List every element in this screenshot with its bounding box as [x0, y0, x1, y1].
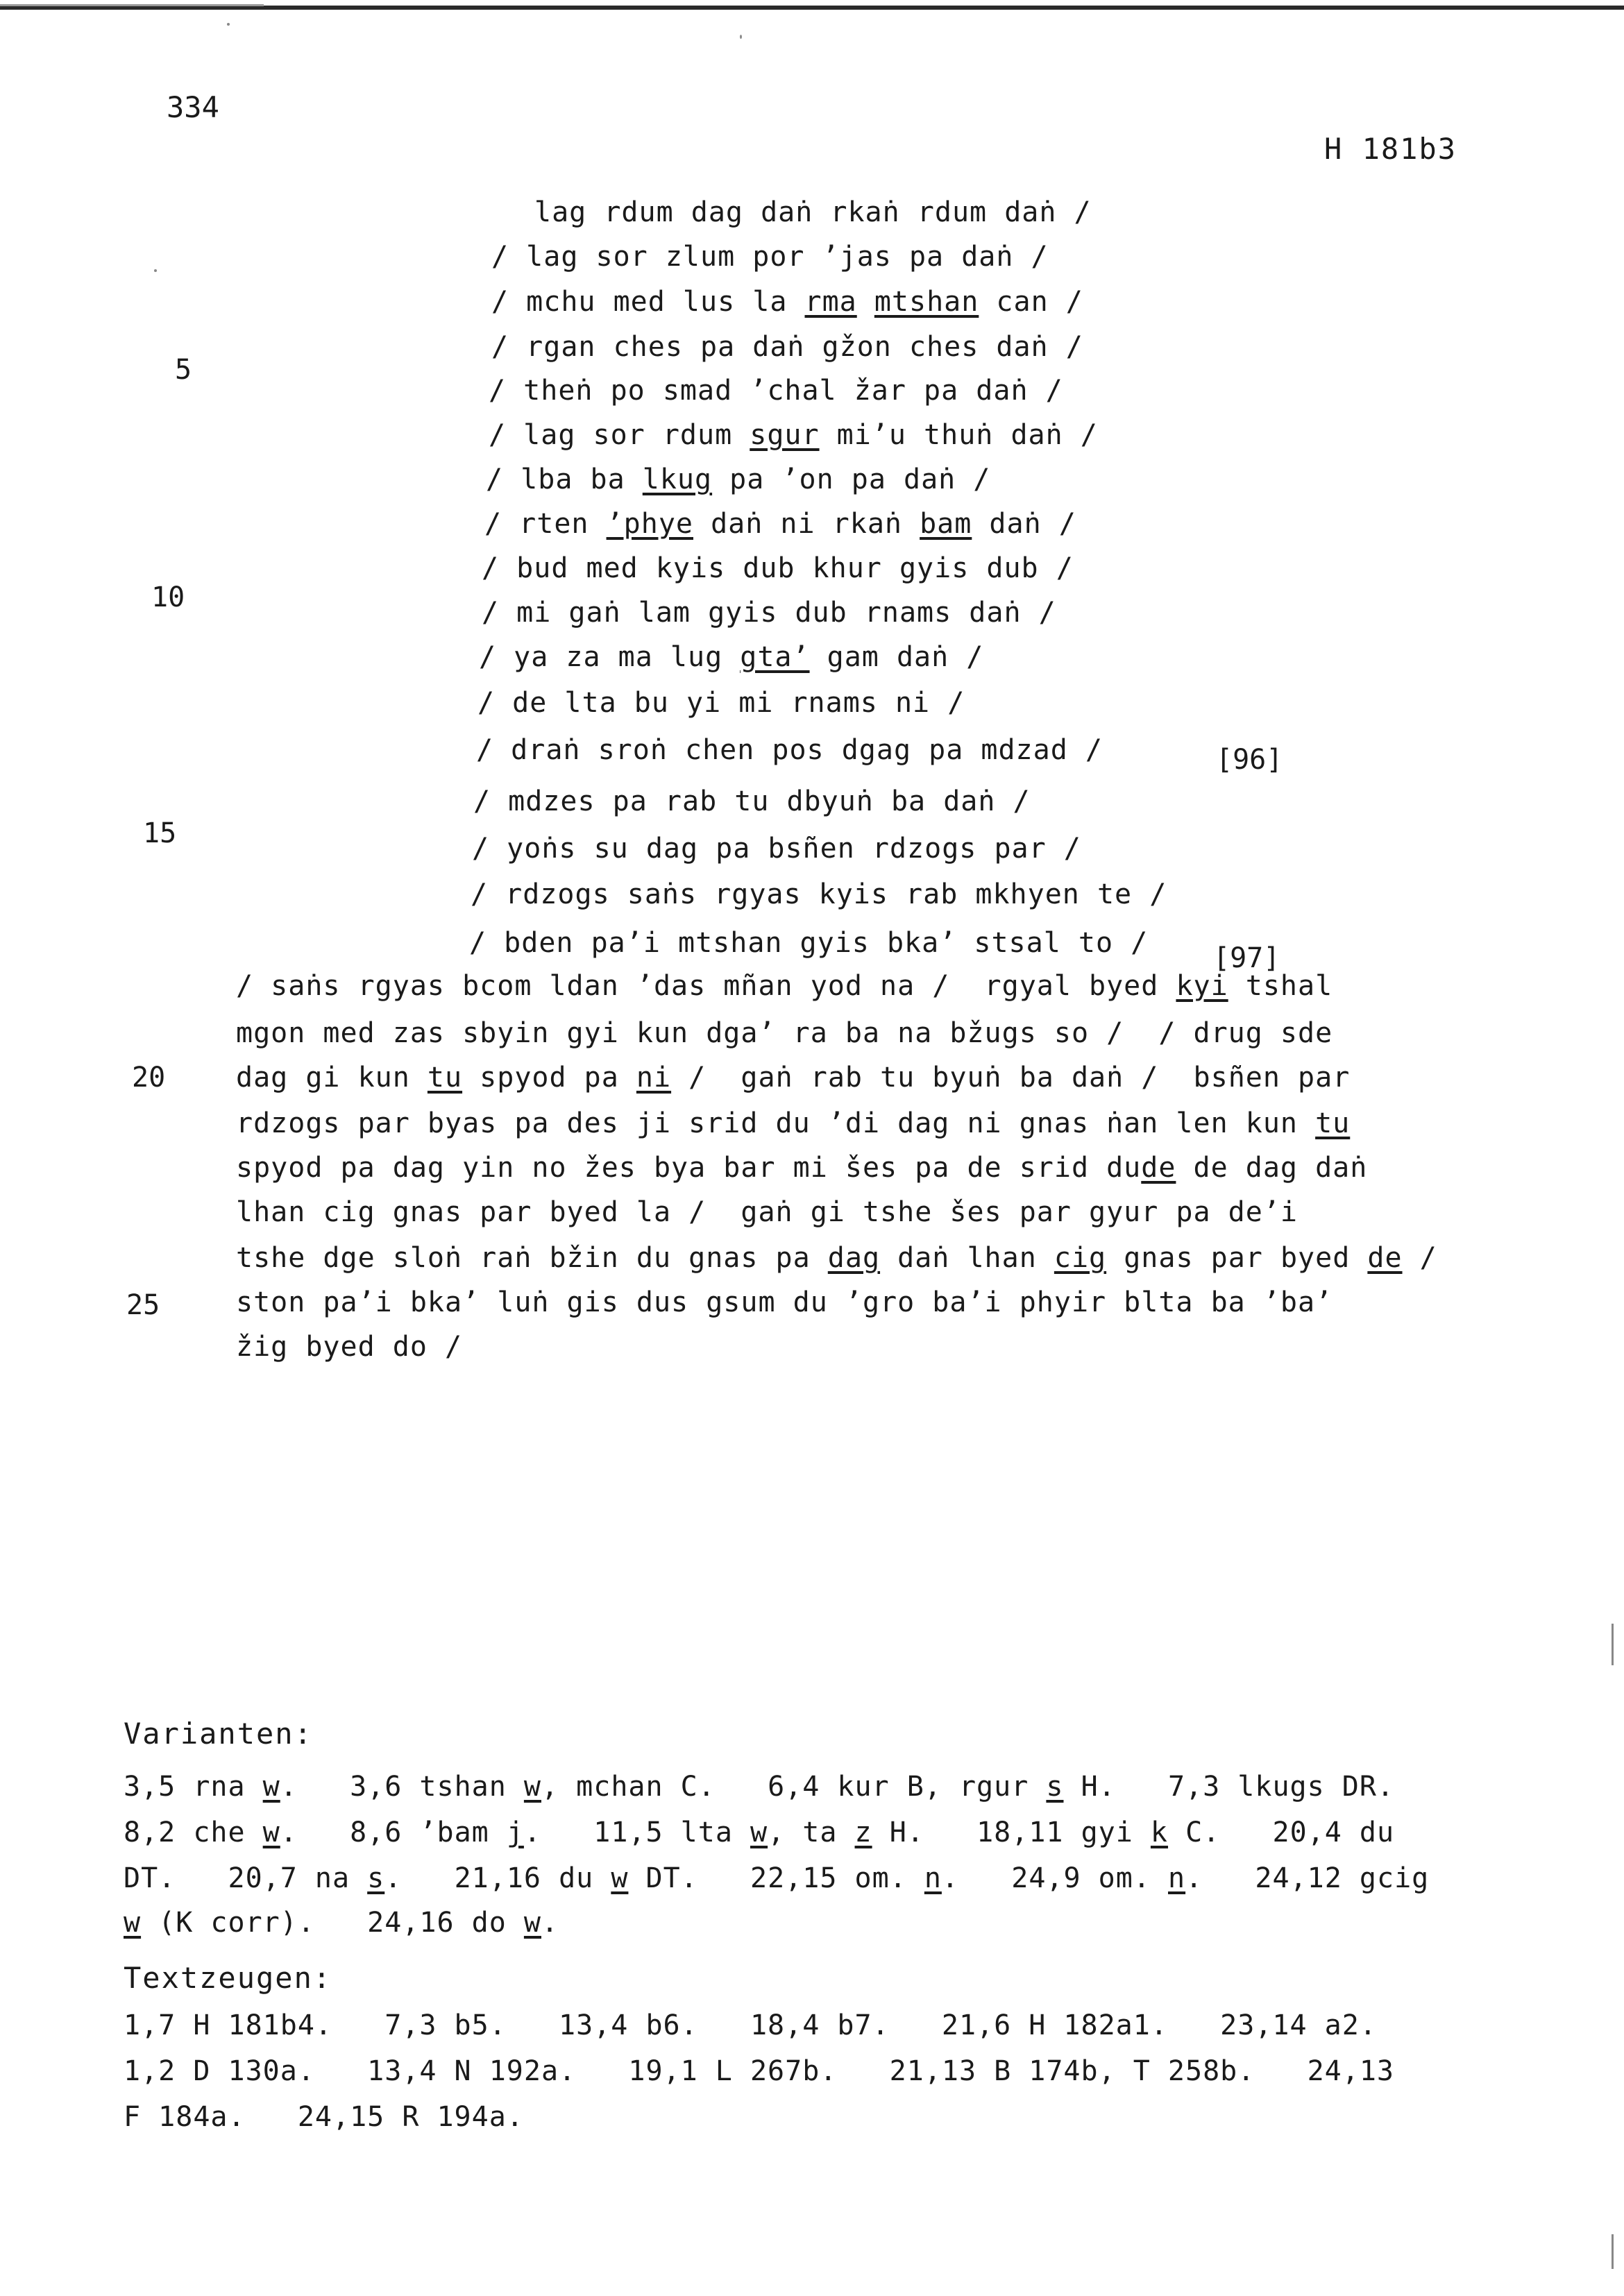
underlined-word: gta’	[740, 641, 810, 673]
underlined-word: n	[924, 1862, 942, 1894]
text-run: H. 18,11 gyi	[872, 1817, 1151, 1848]
verse-line	[486, 464, 990, 495]
text-run: (K corr). 24,16 do	[141, 1907, 524, 1939]
text-run: . 21,16 du	[384, 1862, 611, 1894]
underlined-word: tu	[427, 1062, 463, 1094]
underlined-word: k	[1150, 1817, 1169, 1848]
prose-line	[236, 1152, 1457, 1184]
verse-line	[484, 508, 1076, 540]
underlined-word: z	[854, 1817, 872, 1848]
text-run: rdzogs par byas pa des ji srid du ’di dag ni gnas ṅan len kun	[236, 1107, 1316, 1139]
line-number-20: 20	[132, 1062, 166, 1094]
underlined-word: ni	[636, 1062, 672, 1094]
text-run: 8,2 che	[124, 1817, 263, 1848]
scan-speck	[154, 269, 157, 272]
underlined-word: w	[750, 1817, 768, 1848]
text-run: / rgan ches pa daṅ gžon ches daṅ /	[491, 331, 1083, 363]
text-run: / draṅ sroṅ chen pos dgag pa mdzad /	[476, 734, 1103, 766]
underlined-word: mtshan	[874, 286, 979, 318]
scan-speck	[227, 23, 230, 26]
textzeugen-line	[124, 2101, 1512, 2133]
text-run: . 3,6 tshan	[280, 1771, 524, 1803]
text-run: tshe dge sloṅ raṅ bžin du gnas pa	[236, 1242, 828, 1274]
text-run: lag rdum dag daṅ rkaṅ rdum daṅ /	[534, 196, 1092, 228]
text-run: DT. 22,15 om.	[628, 1862, 924, 1894]
text-run: 1,7 H 181b4. 7,3 b5. 13,4 b6. 18,4 b7. 21,6 H 182a1. 23,14 a2.	[124, 2009, 1377, 2041]
text-run: . 24,12 gcig	[1185, 1862, 1430, 1894]
prose-line	[236, 1242, 1457, 1274]
text-run: pa ’on pa daṅ /	[712, 464, 991, 495]
varianten-line	[124, 1862, 1512, 1894]
underlined-word: j	[506, 1817, 524, 1848]
text-run: tshal	[1228, 970, 1333, 1002]
prose-line	[236, 1062, 1457, 1094]
prose-line	[236, 1196, 1457, 1228]
underlined-word: ’phye	[606, 508, 693, 540]
underlined-word: w	[611, 1862, 629, 1894]
text-run: gam daṅ /	[809, 641, 984, 673]
text-run: spyod pa dag yin no žes bya bar mi šes pa de srid du	[236, 1152, 1142, 1184]
verse-reference-96: [96]	[1216, 744, 1283, 776]
text-run: / rten	[484, 508, 607, 540]
verse-line	[477, 687, 965, 719]
text-run: / bud med kyis dub khur gyis dub /	[482, 552, 1074, 584]
text-run: / lag sor zlum por ’jas pa daṅ /	[491, 241, 1049, 273]
verse-line	[534, 196, 1092, 228]
text-run: / mdzes pa rab tu dbyuṅ ba daṅ /	[473, 785, 1031, 817]
textzeugen-line	[124, 2009, 1512, 2041]
verse-line	[491, 286, 1083, 318]
top-scan-rule-faint	[0, 4, 264, 6]
verse-line	[469, 927, 1148, 959]
text-run: gnas par byed	[1106, 1242, 1368, 1274]
text-run: / gaṅ rab tu byuṅ ba daṅ / bsñen par	[671, 1062, 1351, 1094]
verse-line	[473, 785, 1031, 817]
underlined-word: sgur	[750, 419, 820, 451]
verse-line	[491, 331, 1083, 363]
text-run: ston pa’i bka’ luṅ gis dus gsum du ’gro ba’i phyir blta ba ’ba’	[236, 1286, 1333, 1318]
line-number-25: 25	[126, 1289, 160, 1321]
verse-line	[471, 878, 1167, 910]
text-run: spyod pa	[462, 1062, 636, 1094]
scan-speck	[740, 35, 742, 39]
underlined-word: w	[523, 1907, 541, 1939]
text-run: žig byed do /	[236, 1331, 463, 1363]
text-run: / lba ba	[486, 464, 643, 495]
text-run: / mi gaṅ lam gyis dub rnams daṅ /	[482, 597, 1056, 629]
text-run: . 8,6 ’bam	[280, 1817, 507, 1848]
underlined-word: de	[1141, 1152, 1176, 1184]
text-run: , mchan C. 6,4 kur B, rgur	[541, 1771, 1047, 1803]
verse-reference-97: [97]	[1213, 942, 1280, 974]
underlined-word: rma	[804, 286, 857, 318]
page-number: 334	[167, 90, 219, 124]
text-run	[857, 286, 874, 318]
verse-line	[482, 552, 1074, 584]
underlined-word: bam	[920, 508, 972, 540]
verse-line	[482, 597, 1056, 629]
text-run: / mchu med lus la	[491, 286, 805, 318]
verse-line	[491, 241, 1049, 273]
text-run: . 11,5 lta	[523, 1817, 750, 1848]
underlined-word: tu	[1315, 1107, 1351, 1139]
prose-line	[236, 970, 1457, 1002]
line-number-10: 10	[151, 581, 185, 613]
text-run: / yoṅs su dag pa bsñen rdzogs par /	[472, 833, 1081, 865]
folio-sigla: H 181b3	[1324, 132, 1457, 166]
text-run: dag gi kun	[236, 1062, 428, 1094]
text-run: / saṅs rgyas bcom ldan ’das mñan yod na / rgyal byed	[236, 970, 1176, 1002]
underlined-word: w	[262, 1771, 280, 1803]
verse-line	[489, 419, 1098, 451]
text-run: H. 7,3 lkugs DR.	[1063, 1771, 1395, 1803]
text-run: daṅ ni rkaṅ	[693, 508, 920, 540]
textzeugen-heading: Textzeugen:	[124, 1961, 332, 1995]
underlined-word: kyi	[1176, 970, 1228, 1002]
underlined-word: w	[124, 1907, 142, 1939]
underlined-word: s	[367, 1862, 385, 1894]
prose-line	[236, 1107, 1457, 1139]
text-run: . 24,9 om.	[941, 1862, 1168, 1894]
text-run: can /	[979, 286, 1083, 318]
text-run: de dag daṅ	[1176, 1152, 1368, 1184]
varianten-heading: Varianten:	[124, 1717, 313, 1751]
verse-line	[472, 833, 1081, 865]
underlined-word: de	[1367, 1242, 1403, 1274]
underlined-word: cig	[1054, 1242, 1107, 1274]
text-run: .	[541, 1907, 559, 1939]
verse-line	[476, 734, 1103, 766]
underlined-word: lkug	[642, 464, 713, 495]
scan-edge-mark	[1612, 1624, 1614, 1665]
varianten-line	[124, 1907, 1512, 1939]
verse-line	[489, 375, 1063, 407]
text-run: mi’u thuṅ daṅ /	[819, 419, 1098, 451]
verse-line	[479, 641, 983, 673]
scan-edge-mark	[1612, 2234, 1614, 2269]
text-run: / de lta bu yi mi rnams ni /	[477, 687, 965, 719]
underlined-word: dag	[827, 1242, 881, 1274]
text-run: F 184a. 24,15 R 194a.	[124, 2101, 524, 2133]
varianten-line	[124, 1817, 1512, 1848]
prose-line	[236, 1017, 1457, 1049]
text-run: daṅ /	[972, 508, 1076, 540]
line-number-15: 15	[143, 817, 177, 849]
text-run: lhan cig gnas par byed la / gaṅ gi tshe šes par gyur pa de’i	[236, 1196, 1299, 1228]
text-run: / ya za ma lug	[479, 641, 741, 673]
underlined-word: n	[1168, 1862, 1186, 1894]
text-run: 3,5 rna	[124, 1771, 263, 1803]
line-number-5: 5	[175, 354, 192, 386]
text-run: 1,2 D 130a. 13,4 N 192a. 19,1 L 267b. 21,13 B 174b, T 258b. 24,13	[124, 2055, 1394, 2087]
text-run: mgon med zas sbyin gyi kun dga’ ra ba na bžugs so / / drug sde	[236, 1017, 1333, 1049]
text-run: / theṅ po smad ’chal žar pa daṅ /	[489, 375, 1063, 407]
prose-line	[236, 1331, 1457, 1363]
text-run: , ta	[768, 1817, 855, 1848]
text-run: C. 20,4 du	[1168, 1817, 1395, 1848]
text-run: DT. 20,7 na	[124, 1862, 368, 1894]
text-run: / bden pa’i mtshan gyis bka’ stsal to /	[469, 927, 1149, 959]
text-run: / lag sor rdum	[489, 419, 750, 451]
text-run: /	[1402, 1242, 1437, 1274]
varianten-line	[124, 1771, 1512, 1803]
underlined-word: w	[523, 1771, 541, 1803]
text-run: / rdzogs saṅs rgyas kyis rab mkhyen te /	[471, 878, 1167, 910]
textzeugen-line	[124, 2055, 1512, 2087]
underlined-word: w	[262, 1817, 280, 1848]
underlined-word: s	[1046, 1771, 1064, 1803]
text-run: daṅ lhan	[880, 1242, 1054, 1274]
prose-line	[236, 1286, 1457, 1318]
